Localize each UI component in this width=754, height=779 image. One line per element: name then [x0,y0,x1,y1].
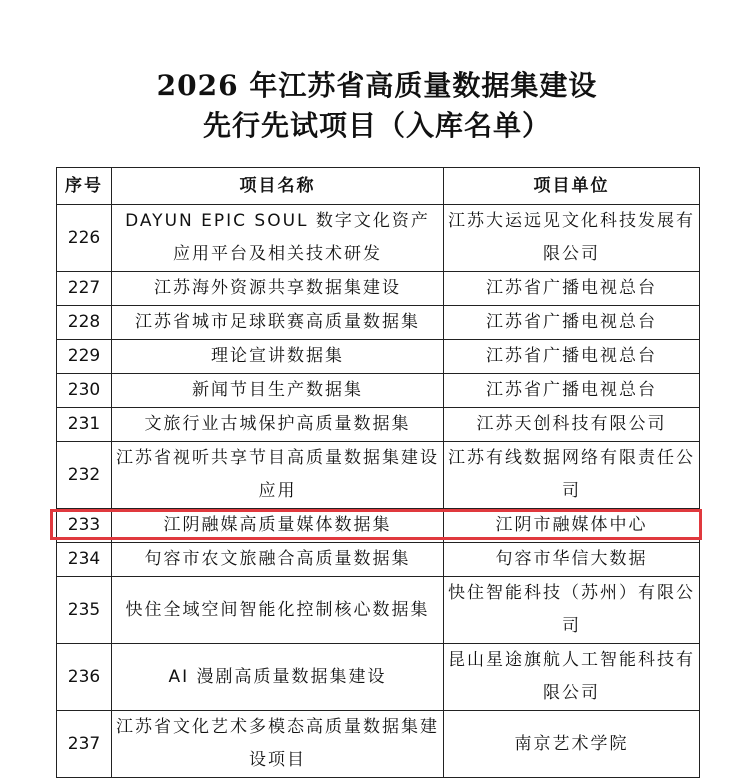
row-index: 234 [57,543,112,577]
row-project-name: 江苏省城市足球联赛高质量数据集 [112,306,444,340]
row-index: 236 [57,644,112,711]
row-index: 233 [57,509,112,543]
document-title-line2: 先行先试项目（入库名单） [202,109,551,142]
row-project-unit: 昆山星途旗航人工智能科技有限公司 [444,644,700,711]
row-index: 237 [57,711,112,778]
table-row [57,644,700,711]
row-index: 231 [57,408,112,442]
table-row [57,306,700,340]
row-project-name: 江苏省文化艺术多模态高质量数据集建设项目 [112,711,444,778]
row-index: 229 [57,340,112,374]
row-project-unit: 江苏大运远见文化科技发展有限公司 [444,205,700,272]
table-row [57,374,700,408]
row-project-name: DAYUN EPIC SOUL 数字文化资产应用平台及相关技术研发 [112,205,444,272]
table-row [57,408,700,442]
row-index: 235 [57,577,112,644]
table-row [57,543,700,577]
row-project-unit: 句容市华信大数据 [444,543,700,577]
row-project-name: 江阴融媒高质量媒体数据集 [112,509,444,543]
row-project-unit: 南京艺术学院 [444,711,700,778]
table-row [57,577,700,644]
row-project-name: 快住全域空间智能化控制核心数据集 [112,577,444,644]
table-row [57,272,700,306]
row-project-unit: 江苏天创科技有限公司 [444,408,700,442]
row-project-unit: 江苏省广播电视总台 [444,340,700,374]
row-project-unit: 江苏省广播电视总台 [444,374,700,408]
row-index: 228 [57,306,112,340]
row-project-unit: 江苏省广播电视总台 [444,272,700,306]
table-row [57,340,700,374]
row-project-name: 句容市农文旅融合高质量数据集 [112,543,444,577]
row-index: 230 [57,374,112,408]
document-title-line1: 2026 年江苏省高质量数据集建设 [156,69,598,102]
row-index: 226 [57,205,112,272]
row-project-unit: 江阴市融媒体中心 [444,509,700,543]
row-index: 227 [57,272,112,306]
table-row-highlighted [57,509,700,543]
table-row [57,442,700,509]
table-row [57,205,700,272]
header-project-name: 项目名称 [112,168,444,205]
table-header-row [57,168,700,205]
row-project-name: 文旅行业古城保护高质量数据集 [112,408,444,442]
row-index: 232 [57,442,112,509]
table-row [57,711,700,778]
row-project-unit: 快住智能科技（苏州）有限公司 [444,577,700,644]
row-project-unit: 江苏省广播电视总台 [444,306,700,340]
row-project-name: 新闻节目生产数据集 [112,374,444,408]
row-project-name: AI 漫剧高质量数据集建设 [112,644,444,711]
row-project-name: 江苏海外资源共享数据集建设 [112,272,444,306]
header-index: 序号 [57,168,112,205]
row-project-unit: 江苏有线数据网络有限责任公司 [444,442,700,509]
project-list-table [56,167,700,778]
row-project-name: 理论宣讲数据集 [112,340,444,374]
header-project-unit: 项目单位 [444,168,700,205]
row-project-name: 江苏省视听共享节目高质量数据集建设应用 [112,442,444,509]
